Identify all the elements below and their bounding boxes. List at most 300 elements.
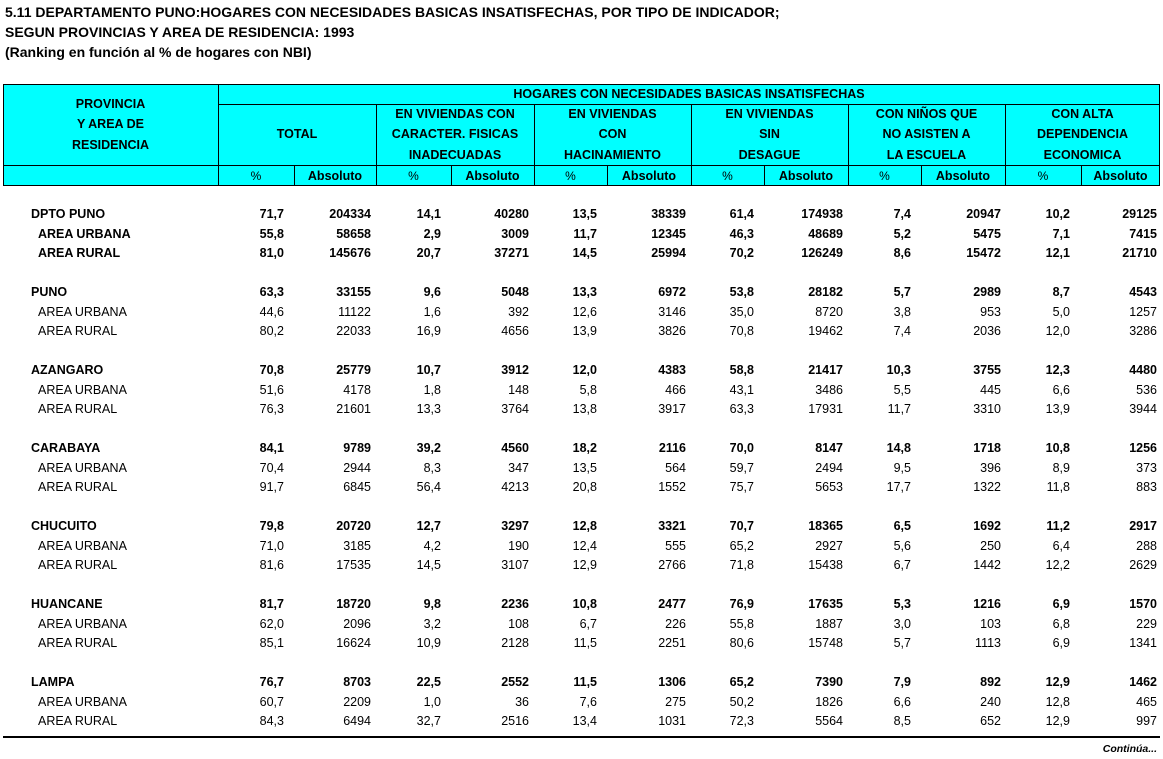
pct-cell: 51,6 — [259, 382, 284, 397]
abs-cell: 108 — [508, 616, 529, 631]
abs-cell: 1692 — [973, 519, 1001, 533]
group-header-line: HACINAMIENTO — [564, 147, 661, 162]
pct-subheader: % — [879, 168, 890, 183]
pct-cell: 8,6 — [893, 246, 911, 260]
abs-cell: 4543 — [1129, 285, 1157, 299]
abs-cell: 1341 — [1129, 636, 1157, 650]
title-line-3: (Ranking en función al % de hogares con NBI) — [5, 44, 312, 60]
area-row — [0, 712, 1163, 731]
abs-cell: 18720 — [336, 597, 371, 611]
pct-subheader: % — [250, 168, 262, 183]
abs-cell: 9789 — [343, 441, 371, 455]
abs-cell: 25994 — [651, 246, 686, 260]
abs-cell: 6494 — [343, 714, 371, 728]
row-label: AREA URBANA — [38, 538, 127, 553]
pct-cell: 72,3 — [729, 714, 754, 728]
abs-cell: 21710 — [1122, 246, 1157, 260]
pct-cell: 18,2 — [572, 441, 597, 455]
group-header-line: LA ESCUELA — [886, 147, 967, 162]
abs-cell: 148 — [508, 382, 529, 397]
pct-cell: 55,8 — [259, 226, 284, 241]
pct-cell: 13,9 — [572, 324, 597, 338]
abs-cell: 396 — [980, 460, 1001, 475]
abs-cell: 1718 — [973, 441, 1001, 455]
pct-cell: 59,7 — [729, 460, 754, 475]
pct-cell: 46,3 — [729, 226, 754, 241]
group-header-line: NO ASISTEN A — [882, 127, 971, 142]
abs-cell: 3107 — [501, 558, 529, 572]
abs-cell: 3826 — [658, 324, 686, 338]
pct-cell: 85,1 — [259, 636, 284, 650]
pct-cell: 6,6 — [893, 694, 911, 709]
row-label: AREA RURAL — [38, 324, 118, 338]
stub-header-line: PROVINCIA — [75, 96, 146, 111]
abs-cell: 652 — [980, 714, 1001, 728]
abs-cell: 288 — [1136, 538, 1157, 553]
pct-cell: 60,7 — [259, 694, 284, 709]
pct-cell: 7,6 — [579, 694, 597, 709]
area-row — [0, 478, 1163, 497]
pct-cell: 39,2 — [416, 441, 441, 455]
pct-cell: 6,7 — [893, 558, 911, 572]
abs-cell: 3009 — [501, 226, 529, 241]
abs-cell: 466 — [665, 382, 686, 397]
abs-cell: 3146 — [658, 304, 686, 319]
abs-cell: 226 — [665, 616, 686, 631]
abs-cell: 1256 — [1129, 441, 1157, 455]
pct-cell: 12,9 — [1045, 675, 1070, 689]
province-row — [0, 283, 1163, 302]
pct-cell: 5,7 — [893, 285, 911, 299]
pct-cell: 53,8 — [729, 285, 754, 299]
abs-cell: 1113 — [975, 636, 1001, 650]
area-row — [0, 634, 1163, 653]
area-row — [0, 537, 1163, 556]
row-label: AREA URBANA — [38, 460, 127, 475]
abs-cell: 564 — [665, 460, 686, 475]
abs-cell: 347 — [508, 460, 529, 475]
abs-cell: 883 — [1136, 480, 1157, 494]
abs-cell: 1570 — [1129, 597, 1157, 611]
abs-cell: 2116 — [658, 441, 686, 455]
pct-cell: 6,6 — [1052, 382, 1070, 397]
pct-cell: 58,8 — [729, 363, 754, 377]
pct-cell: 12,8 — [1045, 694, 1070, 709]
row-label: PUNO — [31, 285, 68, 299]
abs-cell: 190 — [508, 538, 529, 553]
abs-cell: 3286 — [1129, 324, 1157, 338]
pct-cell: 5,3 — [893, 597, 911, 611]
pct-cell: 71,8 — [729, 558, 754, 572]
pct-cell: 43,1 — [729, 382, 754, 397]
title-line-2: SEGUN PROVINCIAS Y AREA DE RESIDENCIA: 1993 — [5, 24, 355, 40]
pct-cell: 1,0 — [423, 694, 441, 709]
area-row — [0, 322, 1163, 341]
abs-cell: 1887 — [815, 616, 843, 631]
abs-cell: 1216 — [973, 597, 1001, 611]
pct-cell: 63,3 — [259, 285, 284, 299]
abs-cell: 5653 — [815, 480, 843, 494]
pct-cell: 63,3 — [729, 402, 754, 416]
group-header-line: CARACTER. FISICAS — [391, 127, 519, 142]
pct-cell: 9,5 — [893, 460, 911, 475]
row-label: AREA RURAL — [38, 636, 118, 650]
abs-cell: 2036 — [973, 324, 1001, 338]
abs-cell: 3755 — [973, 363, 1001, 377]
pct-cell: 10,9 — [416, 636, 441, 650]
pct-cell: 12,6 — [572, 304, 597, 319]
pct-cell: 12,9 — [1045, 714, 1070, 728]
abs-cell: 8703 — [343, 675, 371, 689]
abs-cell: 555 — [665, 538, 686, 553]
abs-cell: 174938 — [801, 207, 843, 221]
abs-cell: 8147 — [815, 441, 843, 455]
pct-cell: 6,7 — [579, 616, 597, 631]
group-header-line: ECONOMICA — [1043, 147, 1122, 162]
table-bottom-rule — [3, 736, 1160, 738]
abs-cell: 25779 — [336, 363, 371, 377]
abs-cell: 1322 — [973, 480, 1001, 494]
group-header-line: CON NIÑOS QUE — [875, 106, 978, 121]
pct-cell: 7,9 — [893, 675, 911, 689]
pct-cell: 10,8 — [1045, 441, 1070, 455]
pct-cell: 80,2 — [259, 324, 284, 338]
stub-header — [3, 84, 218, 165]
abs-subheader: Absoluto — [307, 168, 363, 183]
group-header-line: DEPENDENCIA — [1037, 127, 1128, 142]
group-header-line: DESAGUE — [738, 147, 801, 162]
abs-cell: 3321 — [658, 519, 686, 533]
abs-cell: 4213 — [501, 480, 529, 494]
pct-cell: 8,5 — [893, 714, 911, 728]
pct-cell: 71,0 — [259, 538, 284, 553]
pct-subheader: % — [565, 168, 576, 183]
pct-cell: 13,4 — [572, 714, 597, 728]
row-label: HUANCANE — [31, 597, 103, 611]
pct-cell: 7,1 — [1052, 226, 1070, 241]
abs-cell: 37271 — [494, 246, 529, 260]
row-label: AREA RURAL — [38, 480, 118, 494]
pct-cell: 84,3 — [259, 714, 284, 728]
pct-cell: 6,4 — [1052, 538, 1070, 553]
pct-cell: 7,4 — [893, 324, 911, 338]
abs-cell: 1462 — [1129, 675, 1157, 689]
abs-cell: 2251 — [658, 636, 686, 650]
abs-cell: 2766 — [658, 558, 686, 572]
row-label: DPTO PUNO — [31, 207, 106, 221]
abs-cell: 2944 — [343, 460, 371, 475]
group-header-line: CON — [598, 127, 627, 142]
abs-cell: 17535 — [336, 558, 371, 572]
pct-cell: 84,1 — [259, 441, 284, 455]
abs-cell: 892 — [980, 675, 1001, 689]
pct-cell: 5,7 — [893, 636, 911, 650]
abs-cell: 4178 — [343, 382, 371, 397]
pct-cell: 8,7 — [1052, 285, 1070, 299]
pct-cell: 7,4 — [893, 207, 911, 221]
abs-cell: 2477 — [658, 597, 686, 611]
pct-cell: 55,8 — [729, 616, 754, 631]
pct-cell: 16,9 — [416, 324, 441, 338]
pct-cell: 91,7 — [259, 480, 284, 494]
pct-cell: 12,8 — [572, 519, 597, 533]
abs-cell: 15472 — [966, 246, 1001, 260]
row-label: AREA URBANA — [38, 382, 127, 397]
abs-cell: 4656 — [501, 324, 529, 338]
pct-cell: 76,3 — [259, 402, 284, 416]
abs-cell: 7415 — [1129, 226, 1157, 241]
group-header-line: TOTAL — [276, 127, 318, 142]
pct-cell: 3,2 — [423, 616, 441, 631]
area-row — [0, 244, 1163, 263]
row-label: AREA URBANA — [38, 226, 131, 241]
abs-cell: 2236 — [501, 597, 529, 611]
pct-cell: 14,8 — [886, 441, 911, 455]
row-label: AREA URBANA — [38, 304, 127, 319]
abs-cell: 21601 — [336, 402, 371, 416]
abs-cell: 275 — [665, 694, 686, 709]
abs-cell: 250 — [980, 538, 1001, 553]
pct-cell: 14,5 — [416, 558, 441, 572]
abs-cell: 12345 — [651, 226, 686, 241]
abs-cell: 33155 — [336, 285, 371, 299]
row-label: AREA RURAL — [38, 246, 121, 260]
pct-cell: 3,8 — [893, 304, 911, 319]
pct-cell: 6,5 — [893, 519, 911, 533]
abs-cell: 3912 — [501, 363, 529, 377]
group-header-line: EN VIVIENDAS CON — [395, 106, 515, 121]
pct-cell: 76,9 — [729, 597, 754, 611]
province-row — [0, 595, 1163, 614]
pct-cell: 70,0 — [729, 441, 754, 455]
group-header — [691, 104, 848, 165]
pct-cell: 10,3 — [886, 363, 911, 377]
area-row — [0, 459, 1163, 478]
pct-cell: 12,9 — [572, 558, 597, 572]
abs-subheader: Absoluto — [935, 168, 991, 183]
abs-cell: 103 — [980, 616, 1001, 631]
abs-cell: 1257 — [1129, 304, 1157, 319]
pct-cell: 17,7 — [886, 480, 911, 494]
row-label: LAMPA — [31, 675, 75, 689]
row-label: AREA RURAL — [38, 714, 118, 728]
abs-cell: 15748 — [808, 636, 843, 650]
abs-cell: 4480 — [1129, 363, 1157, 377]
abs-cell: 29125 — [1122, 207, 1157, 221]
pct-cell: 65,2 — [729, 538, 754, 553]
abs-cell: 20947 — [966, 207, 1001, 221]
pct-cell: 11,5 — [573, 675, 597, 689]
abs-cell: 240 — [980, 694, 1001, 709]
pct-cell: 13,3 — [416, 402, 441, 416]
pct-cell: 2,9 — [423, 226, 441, 241]
group-header-line: CON ALTA — [1051, 106, 1114, 121]
pct-cell: 1,8 — [423, 382, 441, 397]
abs-cell: 445 — [980, 382, 1001, 397]
pct-cell: 22,5 — [416, 675, 441, 689]
pct-cell: 6,9 — [1052, 597, 1070, 611]
abs-cell: 40280 — [494, 207, 529, 221]
abs-cell: 58658 — [336, 226, 371, 241]
pct-cell: 20,7 — [416, 246, 441, 260]
group-header — [534, 104, 691, 165]
abs-cell: 28182 — [808, 285, 843, 299]
row-label: AREA RURAL — [38, 558, 118, 572]
area-row — [0, 693, 1163, 712]
super-header: HOGARES CON NECESIDADES BASICAS INSATISFECHAS — [513, 86, 865, 101]
group-header — [376, 104, 534, 165]
province-row — [0, 517, 1163, 536]
pct-cell: 10,2 — [1045, 207, 1070, 221]
province-row — [0, 673, 1163, 692]
pct-cell: 6,9 — [1052, 636, 1070, 650]
pct-cell: 13,8 — [572, 402, 597, 416]
area-row — [0, 556, 1163, 575]
area-row — [0, 225, 1163, 244]
abs-cell: 2989 — [973, 285, 1001, 299]
title-line-1: 5.11 DEPARTAMENTO PUNO:HOGARES CON NECESIDADES BASICAS INSATISFECHAS, POR TIPO DE INDICADOR; — [5, 4, 780, 20]
abs-cell: 3310 — [973, 402, 1001, 416]
abs-cell: 1442 — [973, 558, 1001, 572]
abs-subheader: Absoluto — [621, 168, 677, 183]
area-row — [0, 303, 1163, 322]
group-header-line: SIN — [759, 127, 780, 142]
pct-cell: 70,8 — [259, 363, 284, 377]
pct-cell: 12,4 — [572, 538, 597, 553]
group-header — [218, 104, 376, 165]
abs-cell: 126249 — [801, 246, 843, 260]
abs-cell: 8720 — [815, 304, 843, 319]
pct-cell: 9,6 — [423, 285, 441, 299]
abs-cell: 6845 — [343, 480, 371, 494]
abs-cell: 48689 — [808, 226, 843, 241]
pct-cell: 50,2 — [729, 694, 754, 709]
pct-cell: 8,9 — [1052, 460, 1070, 475]
abs-cell: 15438 — [808, 558, 843, 572]
abs-cell: 3944 — [1129, 402, 1157, 416]
abs-cell: 1306 — [658, 675, 686, 689]
pct-subheader: % — [408, 168, 419, 183]
pct-cell: 81,6 — [259, 558, 284, 572]
abs-cell: 392 — [508, 304, 529, 319]
province-row — [0, 205, 1163, 224]
pct-cell: 11,8 — [1046, 480, 1070, 494]
abs-subheader: Absoluto — [465, 168, 520, 183]
pct-cell: 13,5 — [572, 460, 597, 475]
area-row — [0, 381, 1163, 400]
pct-cell: 65,2 — [729, 675, 754, 689]
abs-cell: 17635 — [808, 597, 843, 611]
abs-cell: 1552 — [658, 480, 686, 494]
abs-cell: 22033 — [336, 324, 371, 338]
pct-cell: 8,3 — [423, 460, 441, 475]
pct-cell: 10,8 — [572, 597, 597, 611]
pct-cell: 12,2 — [1045, 558, 1070, 572]
pct-cell: 13,5 — [572, 207, 597, 221]
abs-cell: 2516 — [501, 714, 529, 728]
abs-cell: 20720 — [336, 519, 371, 533]
abs-cell: 2209 — [343, 694, 371, 709]
pct-cell: 61,4 — [729, 207, 754, 221]
abs-cell: 2494 — [815, 460, 843, 475]
pct-cell: 1,6 — [423, 304, 441, 319]
pct-cell: 71,7 — [259, 207, 284, 221]
row-label: AREA RURAL — [38, 402, 118, 416]
pct-cell: 5,2 — [893, 226, 911, 241]
pct-cell: 5,6 — [893, 538, 911, 553]
pct-cell: 12,0 — [1045, 324, 1070, 338]
row-label: AREA URBANA — [38, 694, 127, 709]
abs-cell: 2128 — [501, 636, 529, 650]
abs-cell: 11122 — [338, 304, 371, 319]
group-header — [1005, 104, 1160, 165]
pct-cell: 80,6 — [729, 636, 754, 650]
pct-cell: 4,2 — [423, 538, 441, 553]
abs-subheader: Absoluto — [778, 168, 834, 183]
pct-cell: 70,7 — [729, 519, 754, 533]
abs-cell: 373 — [1136, 460, 1157, 475]
abs-cell: 3486 — [815, 382, 843, 397]
area-row — [0, 400, 1163, 419]
abs-cell: 1826 — [815, 694, 843, 709]
abs-cell: 5048 — [501, 285, 529, 299]
abs-cell: 5564 — [815, 714, 843, 728]
group-header-line: EN VIVIENDAS — [568, 106, 657, 121]
pct-cell: 14,1 — [416, 207, 441, 221]
pct-cell: 11,7 — [887, 402, 911, 416]
pct-cell: 76,7 — [259, 675, 284, 689]
abs-cell: 465 — [1136, 694, 1157, 709]
abs-cell: 36 — [515, 694, 529, 709]
pct-subheader: % — [722, 168, 733, 183]
abs-cell: 4383 — [658, 363, 686, 377]
row-label: CARABAYA — [31, 441, 101, 455]
pct-cell: 12,0 — [572, 363, 597, 377]
abs-cell: 19462 — [808, 324, 843, 338]
abs-subheader: Absoluto — [1093, 168, 1148, 183]
row-label: AREA URBANA — [38, 616, 127, 631]
header-rule — [3, 165, 218, 166]
pct-cell: 12,7 — [416, 519, 441, 533]
abs-cell: 145676 — [329, 246, 371, 260]
pct-cell: 5,0 — [1052, 304, 1070, 319]
pct-cell: 75,7 — [729, 480, 754, 494]
stub-header-line: Y AREA DE — [77, 117, 144, 132]
stub-header-line: RESIDENCIA — [71, 137, 150, 152]
abs-cell: 17931 — [808, 402, 843, 416]
abs-cell: 536 — [1136, 382, 1157, 397]
abs-cell: 6972 — [658, 285, 686, 299]
province-row — [0, 361, 1163, 380]
pct-cell: 70,4 — [259, 460, 284, 475]
pct-cell: 56,4 — [416, 480, 441, 494]
abs-cell: 2917 — [1129, 519, 1157, 533]
abs-cell: 2629 — [1129, 558, 1157, 572]
pct-cell: 5,8 — [579, 382, 597, 397]
abs-cell: 7390 — [815, 675, 843, 689]
area-row — [0, 615, 1163, 634]
abs-cell: 3917 — [658, 402, 686, 416]
pct-cell: 12,3 — [1045, 363, 1070, 377]
abs-cell: 997 — [1136, 714, 1157, 728]
pct-cell: 62,0 — [259, 616, 284, 631]
pct-cell: 70,2 — [729, 246, 754, 260]
pct-cell: 11,7 — [573, 226, 597, 241]
abs-cell: 3185 — [343, 538, 371, 553]
pct-cell: 44,6 — [259, 304, 284, 319]
continues-note: Continúa... — [1102, 743, 1157, 755]
pct-cell: 11,2 — [1046, 519, 1070, 533]
